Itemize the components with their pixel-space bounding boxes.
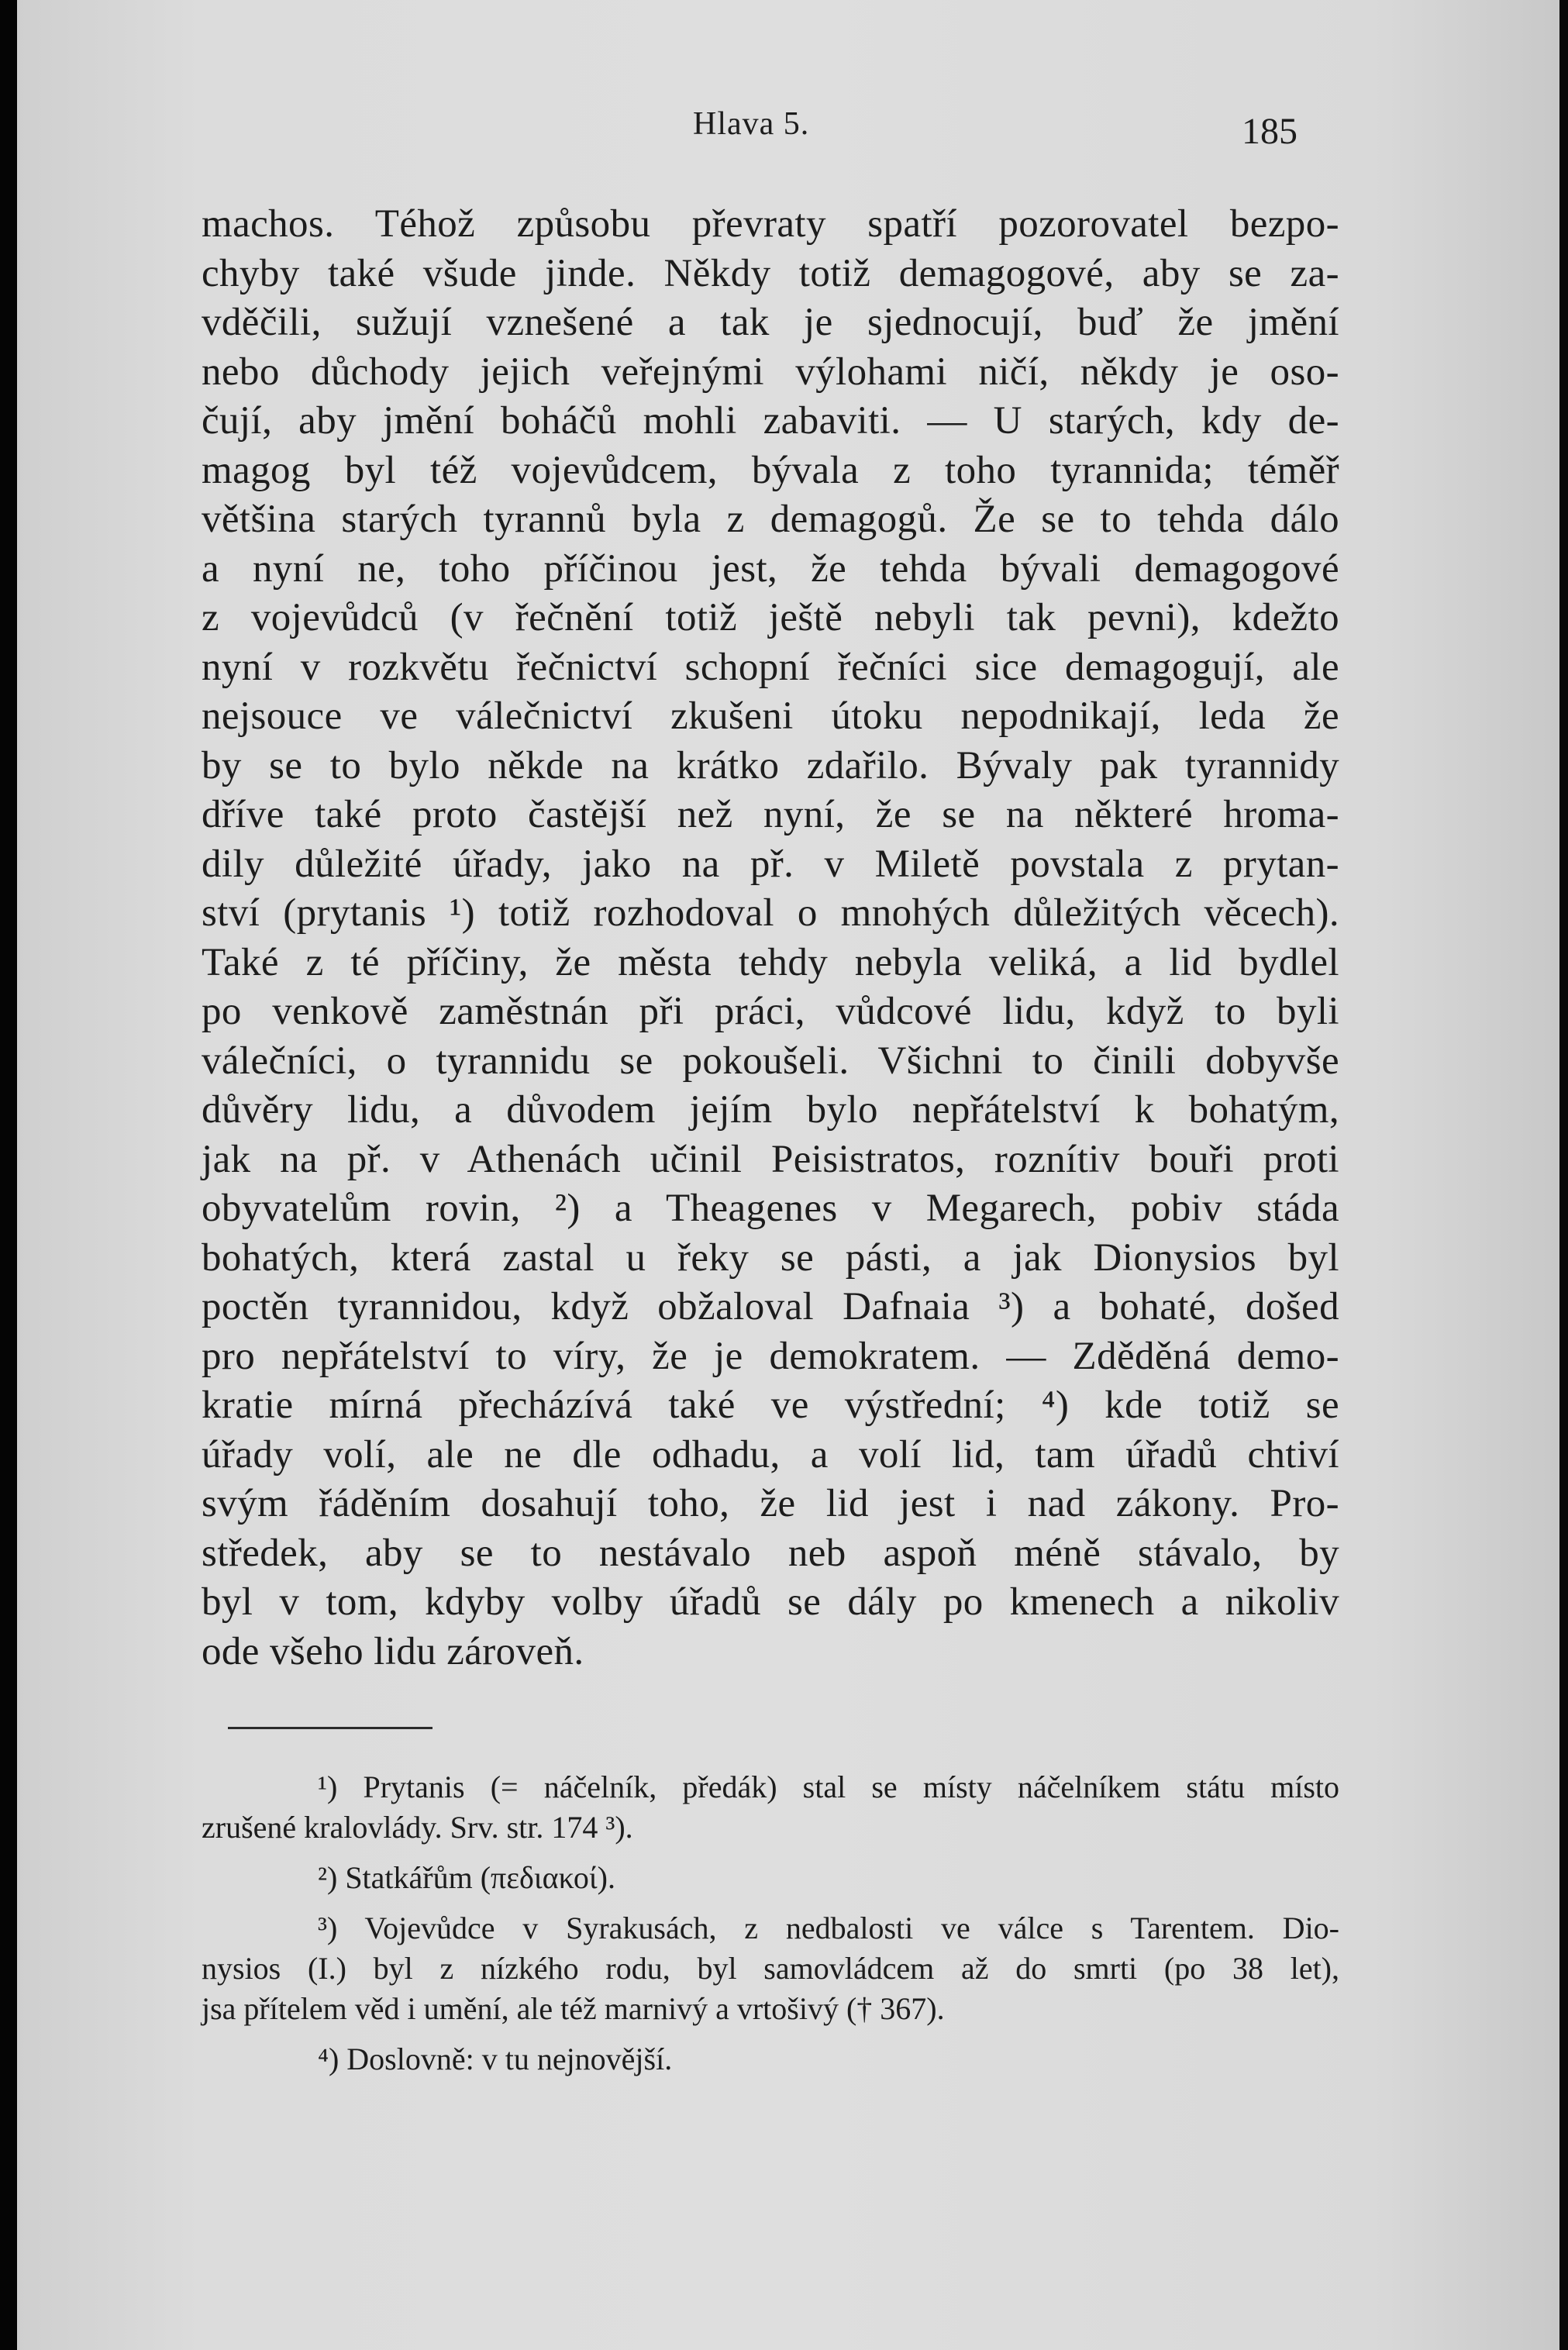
text-line: jak na př. v Athenách učinil Peisistratos, roznítiv bouři proti (202, 1137, 1339, 1181)
text-line: dříve také proto častější než nyní, že se na některé hroma- (202, 793, 1339, 836)
text-line: důvěry lidu, a důvodem jejím bylo nepřátelství k bohatým, (202, 1088, 1339, 1132)
text-line: nejsouce ve válečnictví zkušeni útoku nepodnikají, leda že (202, 694, 1339, 738)
scan-right-shadow (1559, 0, 1568, 2350)
footnote-separator (228, 1727, 432, 1729)
text-line: by se to bylo někde na krátko zdařilo. Bývaly pak tyrannidy (202, 743, 1339, 787)
text-line: ství (prytanis ¹) totiž rozhodoval o mnohých důležitých věcech). (202, 891, 1339, 935)
footnote-1-line: zrušené kralovlády. Srv. str. 174 ³). (202, 1810, 633, 1845)
text-line: vděčili, sužují vznešené a tak je sjednocují, buď že jmění (202, 301, 1339, 344)
text-line: magog byl též vojevůdcem, bývala z toho tyrannida; téměř (202, 448, 1339, 492)
text-line: pro nepřátelství to víry, že je demokratem. — Zděděná demo- (202, 1334, 1339, 1378)
footnote-gap (202, 1848, 1339, 1858)
running-head: Hlava 5. (693, 106, 810, 142)
footnote-gap (202, 2029, 1339, 2039)
text-line: po venkově zaměstnán při práci, vůdcové lidu, když to byli (202, 990, 1339, 1033)
text-line: středek, aby se to nestávalo neb aspoň méně stávalo, by (202, 1531, 1339, 1575)
text-line: úřady volí, ale ne dle odhadu, a volí lid, tam úřadů chtiví (202, 1432, 1339, 1477)
footnote-4-line: ⁴) Doslovně: v tu nejnovější. (318, 2042, 673, 2076)
text-line: a nyní ne, toho příčinou jest, že tehda bývali demagogové (202, 546, 1339, 591)
body-text (202, 200, 1339, 1676)
text-line: válečníci, o tyrannidu se pokoušeli. Všichni to činili dobyvše (202, 1039, 1339, 1083)
page-header (17, 105, 1559, 160)
text-line: obyvatelům rovin, ²) a Theagenes v Megarech, pobiv stáda (202, 1187, 1339, 1230)
footnotes (202, 1767, 1339, 2080)
text-line: byl v tom, kdyby volby úřadů se dály po kmenech a nikoliv (202, 1580, 1339, 1624)
text-line: poctěn tyrannidou, když obžaloval Dafnaia ³) a bohaté, došed (202, 1285, 1339, 1328)
text-line: většina starých tyrannů byla z demagogů. Že se to tehda dálo (202, 498, 1339, 541)
footnote-1-line: ¹) Prytanis (= náčelník, předák) stal se místy náčelníkem státu místo (318, 1769, 1339, 1804)
text-line: čují, aby jmění boháčů mohli zabaviti. — U starých, kdy de- (202, 399, 1339, 443)
text-line: Také z té příčiny, že města tehdy nebyla veliká, a lid bydlel (202, 940, 1339, 984)
page-number: 185 (1242, 111, 1297, 152)
footnote-gap (202, 1898, 1339, 1908)
footnote-3-line: ³) Vojevůdce v Syrakusách, z nedbalosti ve válce s Tarentem. Dio- (318, 1911, 1339, 1945)
text-line: z vojevůdců (v řečnění totiž ještě nebyli tak pevni), kdežto (202, 596, 1339, 639)
text-line: svým řáděním dosahují toho, že lid jest i nad zákony. Pro- (202, 1482, 1339, 1525)
footnote-3-line: jsa přítelem věd i umění, ale též marnivý a vrtošivý († 367). (202, 1991, 945, 2026)
text-line: machos. Téhož způsobu převraty spatří pozorovatel bezpo- (202, 202, 1339, 246)
text-line: bohatých, která zastal u řeky se pásti, a jak Dionysios byl (202, 1235, 1339, 1280)
text-line: dily důležité úřady, jako na př. v Miletě povstala z prytan- (202, 842, 1339, 886)
book-page (17, 0, 1559, 2350)
footnote-3-line: nysios (I.) byl z nízkého rodu, byl samovládcem až do smrti (po 38 let), (202, 1951, 1339, 1986)
scan-left-shadow (0, 0, 17, 2350)
text-line: nebo důchody jejich veřejnými výlohami ničí, někdy je oso- (202, 350, 1339, 394)
text-line: ode všeho lidu zároveň. (202, 1629, 584, 1673)
footnote-2-line: ²) Statkářům (πεδιακοί). (318, 1860, 615, 1895)
text-line: chyby také všude jinde. Někdy totiž demagogové, aby se za- (202, 251, 1339, 295)
text-line: nyní v rozkvětu řečnictví schopní řečníci sice demagogují, ale (202, 645, 1339, 689)
text-line: kratie mírná přecházívá také ve výstřední; ⁴) kde totiž se (202, 1383, 1339, 1427)
